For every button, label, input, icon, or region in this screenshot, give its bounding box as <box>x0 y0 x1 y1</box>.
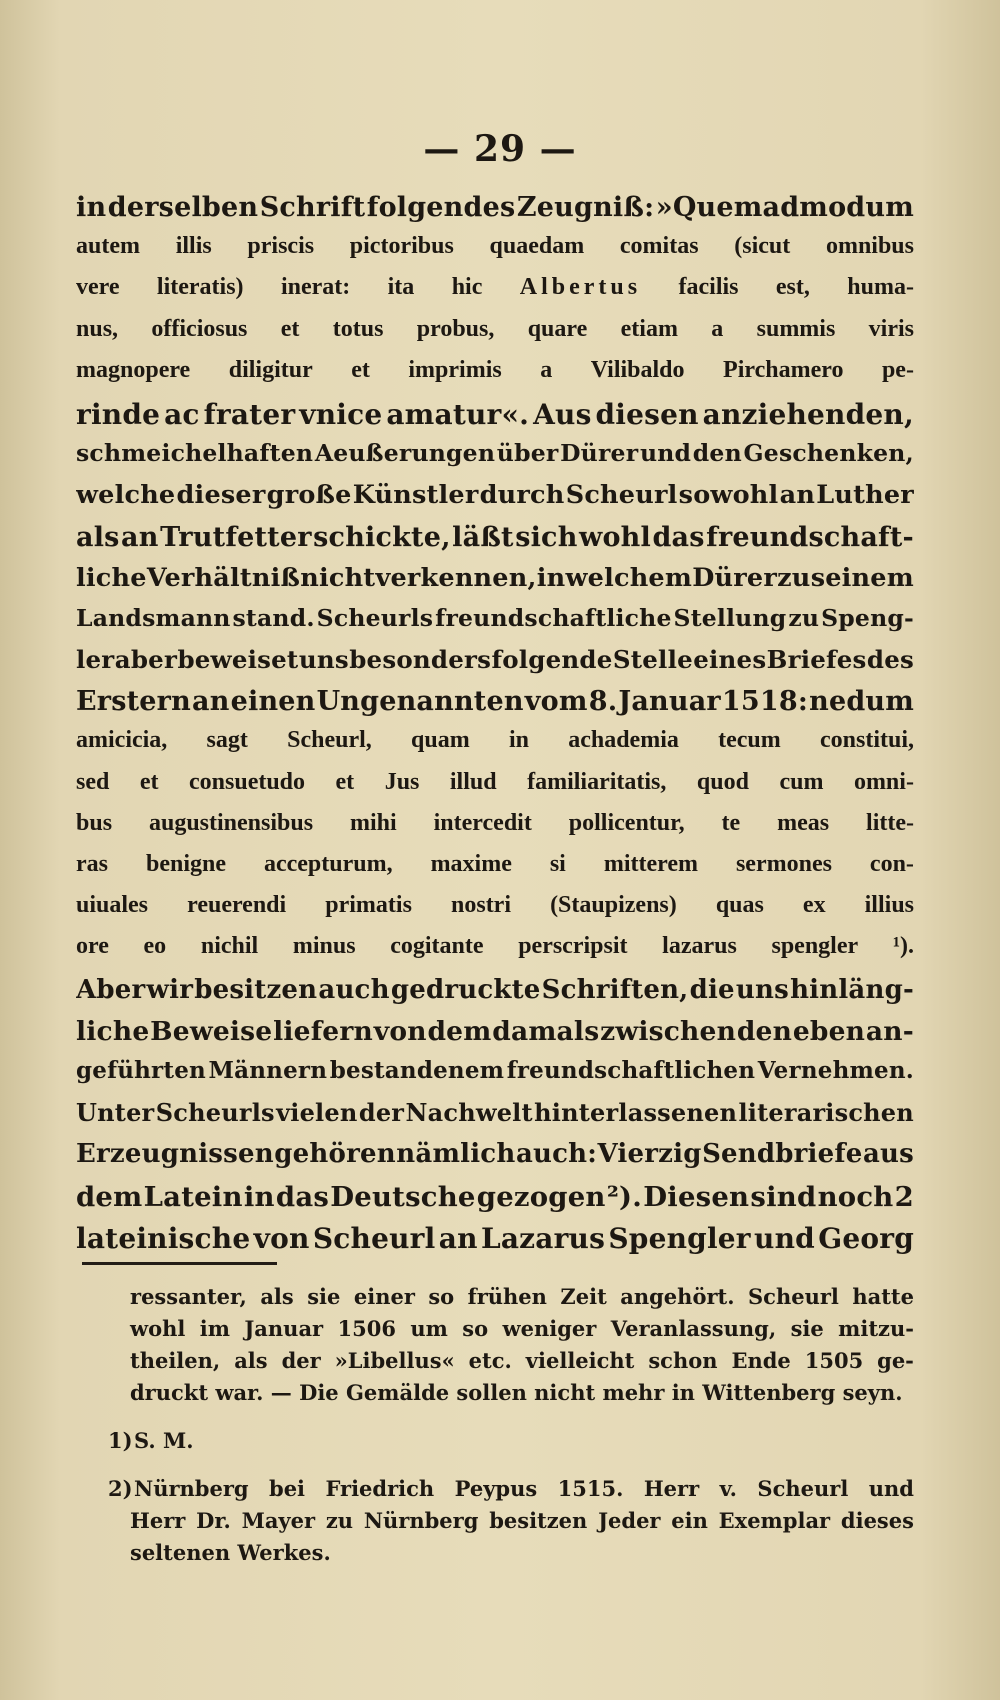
text-line: lateinische von Scheurl an Lazarus Spengler und Georg <box>76 1221 914 1255</box>
footnote-line <box>82 1476 914 1508</box>
text-line: sed et consuetudo et Jus illud familiaritatis, quod cum omni- <box>76 768 914 795</box>
text-line: liche Verhältniß nicht verkennen, in welchem Dürer zu seinem <box>76 562 914 593</box>
text-line: autem illis priscis pictoribus quaedam comitas (sicut omnibus <box>76 233 914 260</box>
text-line: dem Latein in das Deutsche gezogen ²). Diesen sind noch 2 <box>76 1180 914 1213</box>
text-line: Erstern an einen Ungenannten vom 8. Januar 1518: nedum <box>76 686 914 718</box>
text-line: vere literatis) inerat: ita hic Albertus facilis est, huma- <box>76 274 914 301</box>
text-line: nus, officiosus et totus probus, quare etiam a summis viris <box>76 315 914 342</box>
text-line: Aber wir besitzen auch gedruckte Schriften, die uns hinläng- <box>76 974 914 1005</box>
text-line: welche dieser große Künstler durch Scheurl sowohl an Luther <box>76 480 914 511</box>
footnote-text: Nürnberg bei Friedrich Peypus 1515. Herr v. Scheurl und <box>134 1476 914 1501</box>
footnote-continuation <box>82 1284 914 1412</box>
text-line: in derselben Schrift folgendes Zeugniß: »Quemadmodum <box>76 192 914 223</box>
text-line: amicicia, sagt Scheurl, quam in achademia tecum constitui, <box>76 727 914 754</box>
text-line: bus augustinensibus mihi intercedit pollicentur, te meas litte- <box>76 809 914 836</box>
page-number: — 29 — <box>423 128 577 170</box>
footnote-2 <box>82 1476 914 1572</box>
text-line: uiuales reuerendi primatis nostri (Staupizens) quas ex illius <box>76 892 914 919</box>
footnote-1 <box>82 1428 914 1460</box>
footnote-text: S. M. <box>134 1428 194 1453</box>
text-line: Unter Scheurls vielen der Nachwelt hinterlassenen literarischen <box>76 1098 914 1128</box>
footnote-line: ressanter, als sie einer so frühen Zeit angehört. Scheurl hatte <box>130 1284 914 1309</box>
footnote-line: druckt war. — Die Gemälde sollen nicht mehr in Wittenberg seyn. <box>130 1380 903 1405</box>
text-line: Landsmann stand. Scheurls freundschaftliche Stellung zu Speng- <box>76 603 914 632</box>
text-line: geführten Männern bestandenem freundschaftlichen Vernehmen. <box>76 1056 914 1084</box>
text-line: liche Beweise liefern von dem damals zwischen den eben an- <box>76 1015 914 1047</box>
footnotes <box>82 1284 914 1588</box>
text-line: ras benigne accepturum, maxime si mitterem sermones con- <box>76 851 914 877</box>
text-line: magnopere diligitur et imprimis a Vilibaldo Pirchamero pe- <box>76 356 914 383</box>
footnote-line: Herr Dr. Mayer zu Nürnberg besitzen Jeder ein Exemplar dieses <box>130 1508 914 1533</box>
footnote-mark: 1) <box>108 1428 133 1453</box>
text-line: Erzeugnissen gehören nämlich auch: Vierzig Sendbriefe aus <box>76 1139 914 1170</box>
footnote-rule <box>82 1262 277 1265</box>
text-line: schmeichelhaften Aeußerungen über Dürer und den Geschenken, <box>76 439 914 468</box>
text-line: als an Trutfetter schickte, läßt sich wohl das freundschaft- <box>76 521 914 553</box>
footnote-line <box>82 1428 914 1460</box>
footnote-line: seltenen Werkes. <box>130 1540 331 1565</box>
text-line: ore eo nichil minus cogitante perscripsit lazarus spengler ¹). <box>76 933 914 960</box>
text-line: ler aber beweiset uns besonders folgende Stelle eines Briefes des <box>76 645 914 675</box>
footnote-line: wohl im Januar 1506 um so weniger Veranlassung, sie mitzu- <box>130 1316 914 1341</box>
footnote-line: theilen, als der »Libellus« etc. vielleicht schon Ende 1505 ge- <box>130 1348 914 1373</box>
main-text <box>76 192 914 1263</box>
footnote-mark: 2) <box>108 1476 133 1501</box>
text-line: rinde ac frater vnice amatur«. Aus diesen anziehenden, <box>76 397 914 431</box>
